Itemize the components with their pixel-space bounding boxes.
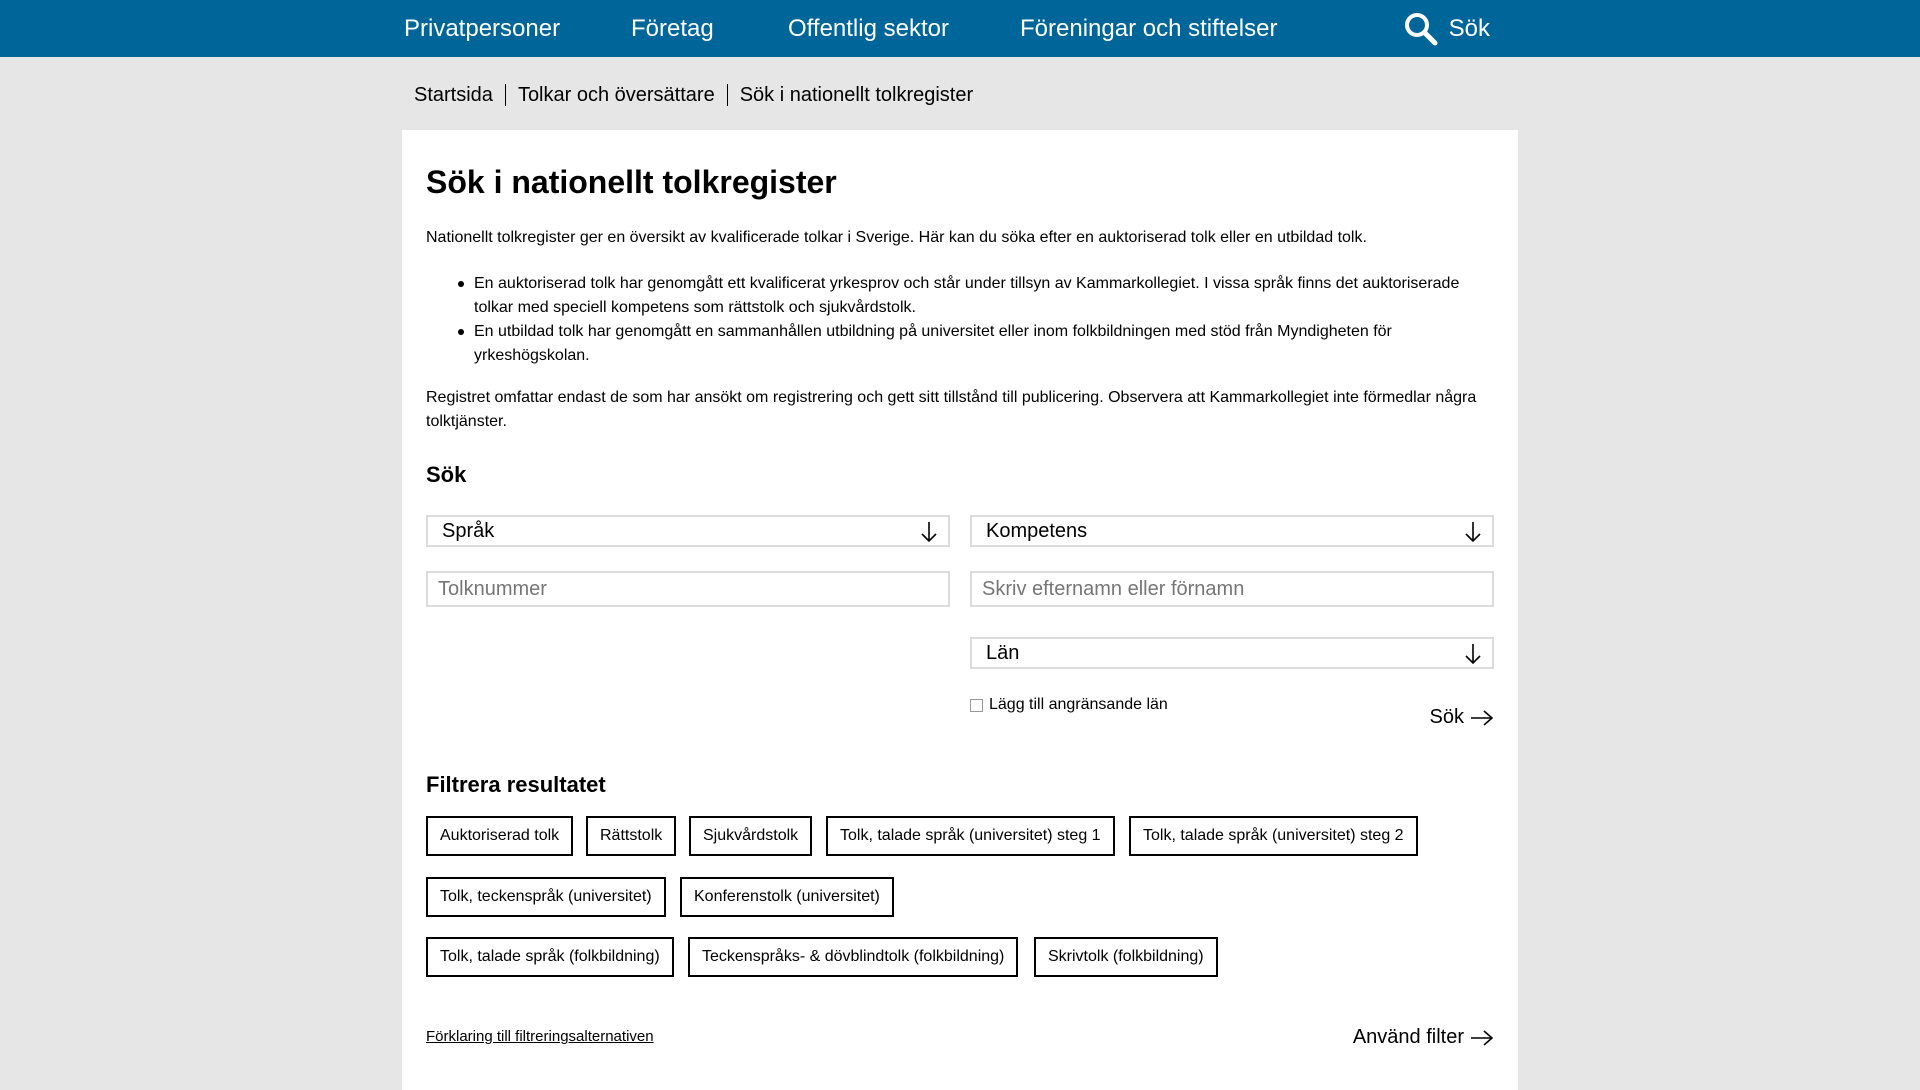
bullet-authorized-interpreter: En auktoriserad tolk har genomgått ett kvalificerat yrkesprov och står under tillsyn av Kammarkollegiet. I vissa språk finns det auktoriserade tolkar med speciell kompetens som rättstolk och sjukvårdstolk. [426, 272, 1496, 320]
page-title: Sök i nationellt tolkregister [426, 164, 837, 200]
filter-explanation-link[interactable]: Förklaring till filtreringsalternativen [426, 1028, 654, 1045]
bullet-trained-interpreter: En utbildad tolk har genomgått en sammanhållen utbildning på universitet eller inom folkbildningen med stöd från Myndigheten för yrkeshögskolan. [426, 320, 1496, 368]
apply-filter-label: Använd filter [1352, 1026, 1464, 1048]
intro-text: Nationellt tolkregister ger en översikt av kvalificerade tolkar i Sverige. Här kan du söka efter en auktoriserad tolk eller en utbildad tolk. [426, 229, 1367, 246]
competence-select-value: Kompetens [986, 519, 1088, 542]
breadcrumb [414, 80, 973, 110]
filter-teckensprak-dovblindtolk-folkbildning[interactable]: Teckenspråks- & dövblindtolk (folkbildning) [688, 937, 1018, 977]
interpreter-number-input[interactable] [426, 571, 950, 607]
search-heading: Sök [426, 462, 467, 487]
filter-tolk-talade-sprak-universitet-steg-1[interactable]: Tolk, talade språk (universitet) steg 1 [826, 816, 1115, 856]
top-navigation [0, 0, 1920, 57]
search-icon [1403, 11, 1439, 47]
arrow-right-icon [1470, 709, 1494, 727]
nav-search-button[interactable] [1403, 0, 1490, 57]
breadcrumb-tolkar-och-oversattare[interactable]: Tolkar och översättare [517, 83, 715, 106]
language-select-value: Språk [442, 519, 495, 542]
filter-konferenstolk-universitet[interactable]: Konferenstolk (universitet) [680, 877, 894, 917]
breadcrumb-startsida[interactable]: Startsida [414, 83, 493, 106]
main-content-card [402, 130, 1518, 1090]
filter-rattstolk[interactable]: Rättstolk [586, 816, 676, 856]
search-submit-button[interactable] [1430, 706, 1494, 729]
nav-search-label: Sök [1448, 14, 1490, 42]
nav-foretag[interactable]: Företag [631, 15, 714, 42]
filter-auktoriserad-tolk[interactable]: Auktoriserad tolk [426, 816, 573, 856]
nav-privatpersoner[interactable]: Privatpersoner [404, 15, 561, 42]
competence-select[interactable] [970, 515, 1494, 547]
filter-sjukvardstolk[interactable]: Sjukvårdstolk [689, 816, 812, 856]
county-select[interactable] [970, 637, 1494, 669]
arrow-down-icon [1464, 521, 1482, 543]
breadcrumb-separator [727, 84, 728, 106]
breadcrumb-current-page: Sök i nationellt tolkregister [739, 83, 974, 106]
breadcrumb-separator [505, 84, 506, 106]
filter-skrivtolk-folkbildning[interactable]: Skrivtolk (folkbildning) [1034, 937, 1218, 977]
adjacent-county-option[interactable] [970, 696, 1168, 714]
adjacent-county-label: Lägg till angränsande län [989, 696, 1168, 713]
filter-tolk-teckensprak-universitet[interactable]: Tolk, teckenspråk (universitet) [426, 877, 666, 917]
search-submit-label: Sök [1429, 706, 1464, 728]
arrow-right-icon [1470, 1029, 1494, 1047]
filter-tolk-talade-sprak-universitet-steg-2[interactable]: Tolk, talade språk (universitet) steg 2 [1129, 816, 1418, 856]
filter-heading: Filtrera resultatet [426, 772, 606, 797]
adjacent-county-checkbox[interactable] [970, 699, 983, 712]
language-select[interactable] [426, 515, 950, 547]
nav-foreningar-och-stiftelser[interactable]: Föreningar och stiftelser [1020, 15, 1278, 42]
apply-filter-button[interactable] [1353, 1026, 1494, 1049]
filter-tolk-talade-sprak-folkbildning[interactable]: Tolk, talade språk (folkbildning) [426, 937, 674, 977]
arrow-down-icon [920, 521, 938, 543]
register-info-text: Registret omfattar endast de som har ansökt om registrering och gett sitt tillstånd till publicering. Observera att Kammarkollegiet inte förmedlar några tolktjänster. [426, 389, 1477, 430]
interpreter-types-list [426, 272, 1496, 368]
arrow-down-icon [1464, 643, 1482, 665]
nav-offentlig-sektor[interactable]: Offentlig sektor [788, 15, 949, 42]
county-select-value: Län [986, 641, 1020, 664]
name-search-input[interactable] [970, 571, 1494, 607]
